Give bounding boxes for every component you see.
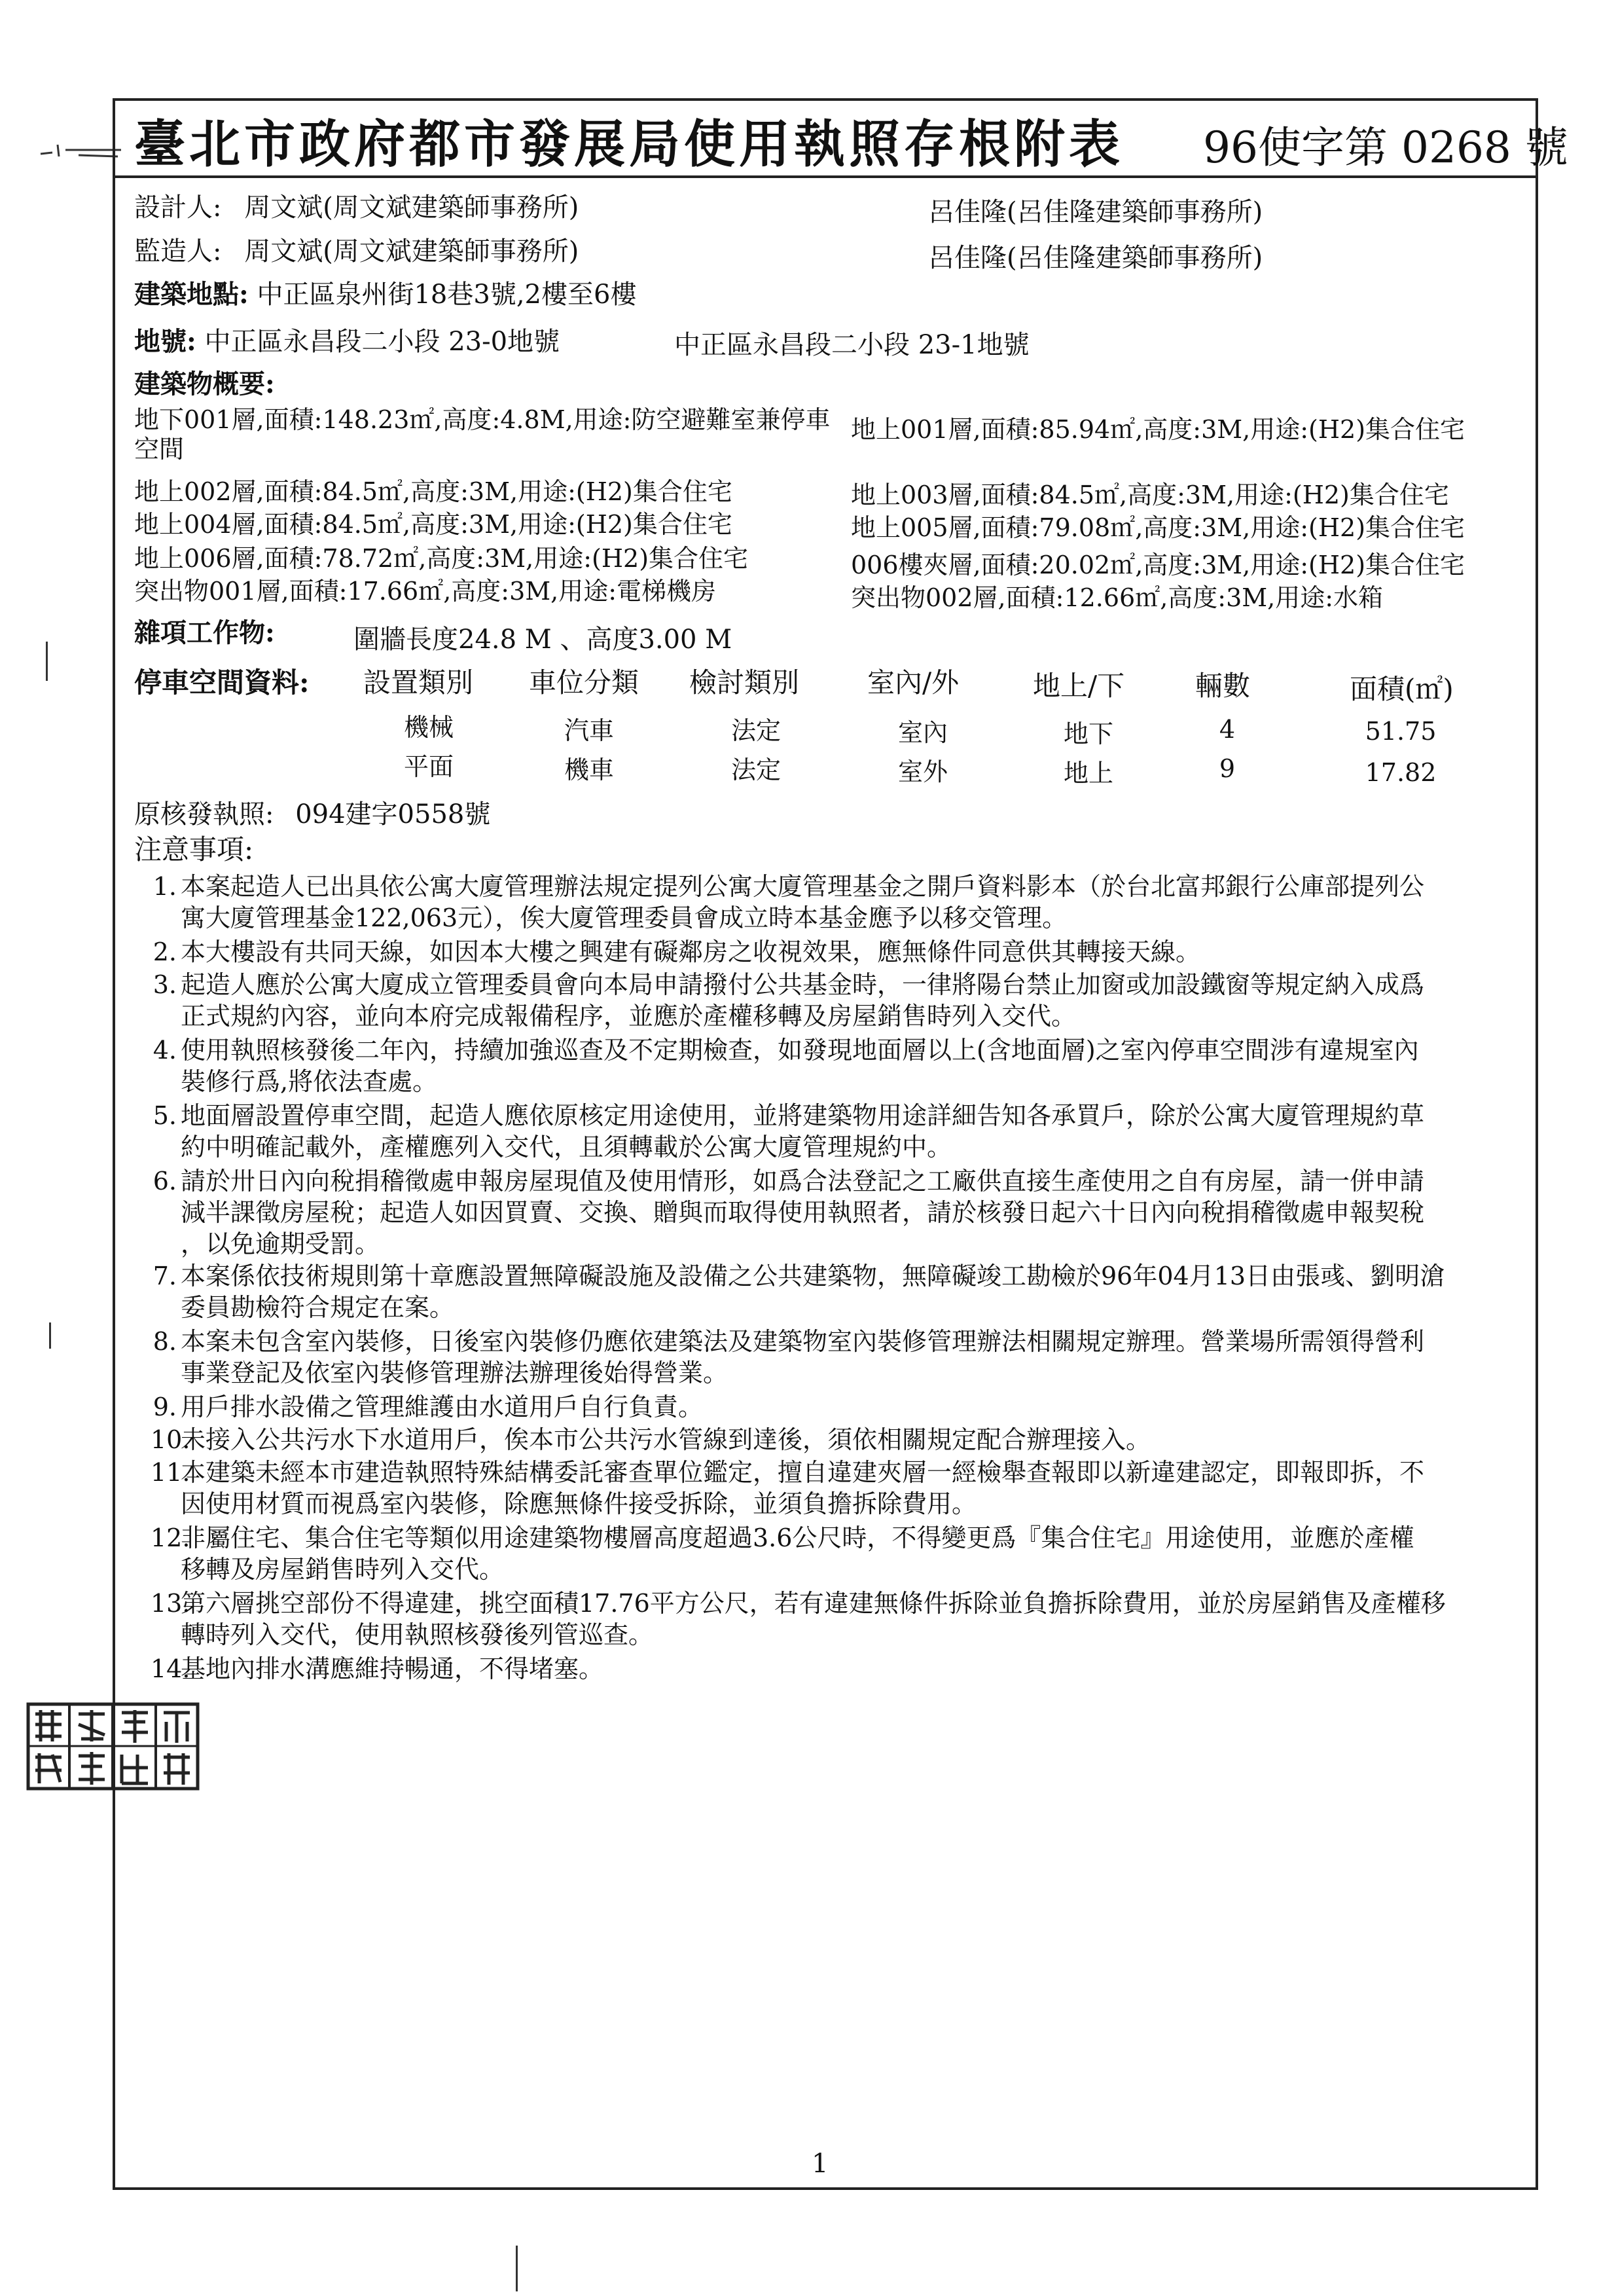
lot-row: [134, 321, 560, 358]
parking-label: 停車空間資料:: [134, 666, 310, 699]
note-item: [151, 936, 1532, 968]
parking-header-indoor: 室內/外: [867, 666, 960, 699]
note-item: [151, 1100, 1532, 1163]
note-line: 使用執照核發後二年內，持續加強巡查及不定期檢查，如發現地面層以上(含地面層)之室內停車空間涉有違規室內: [181, 1036, 1419, 1065]
building-row-5-left: 地上006層,面積:78.72㎡,高度:3M,用途:(H2)集合住宅: [134, 544, 749, 573]
parking-cell: 51.75: [1365, 717, 1437, 746]
designer-left: 周文斌(周文斌建築師事務所): [244, 192, 579, 223]
parking-header-class: 車位分類: [529, 666, 639, 699]
note-item: [151, 1165, 1532, 1260]
misc-works-label: 雜項工作物:: [134, 617, 275, 648]
note-number: 4.: [153, 1036, 177, 1065]
note-number: 7.: [153, 1262, 177, 1290]
parking-header-area: 面積(㎡): [1350, 673, 1454, 705]
parking-cell: 室外: [897, 757, 948, 786]
note-item: [151, 1260, 1532, 1323]
note-text: [181, 1653, 1516, 1685]
note-text: [181, 969, 1516, 1032]
note-line: 本建築未經本市建造執照特殊結構委託審查單位鑑定，擅自違建夾層一經檢舉查報即以新違建認定，即報即拆，不: [181, 1458, 1425, 1487]
note-item: [151, 1457, 1532, 1520]
note-item: [151, 1424, 1532, 1455]
note-text: [181, 1260, 1516, 1323]
site-label: 建築地點:: [134, 279, 249, 310]
note-number: 10.: [151, 1425, 190, 1454]
parking-cell: 17.82: [1365, 758, 1437, 787]
building-row-4-right: 地上005層,面積:79.08㎡,高度:3M,用途:(H2)集合住宅: [851, 513, 1465, 542]
note-line: 正式規約內容，並向本府完成報備程序，並應於產權移轉及房屋銷售時列入交代。: [181, 1002, 1077, 1030]
building-summary-label: 建築物概要:: [134, 369, 275, 399]
note-number: 13.: [151, 1589, 190, 1618]
note-item: [151, 1034, 1532, 1097]
supervisor-right: 呂佳隆(呂佳隆建築師事務所): [928, 243, 1263, 273]
note-line: 本大樓設有共同天線，如因本大樓之興建有礙鄰房之收視效果，應無條件同意供其轉接天線。: [181, 938, 1201, 966]
designer-row: [134, 187, 579, 224]
note-line: 移轉及房屋銷售時列入交代。: [181, 1555, 505, 1584]
original-permit-row: [134, 793, 490, 831]
note-line: 未接入公共污水下水道用戶，俟本市公共污水管線到達後，須依相關規定配合辦理接入。: [181, 1425, 1151, 1454]
supervisor-label: 監造人:: [134, 236, 222, 266]
parking-cell: 4: [1219, 715, 1236, 744]
note-line: 委員勘檢符合規定在案。: [181, 1293, 455, 1322]
note-text: [181, 1424, 1516, 1455]
note-number: 3.: [153, 970, 177, 999]
building-row-3-right: 地上003層,面積:84.5㎡,高度:3M,用途:(H2)集合住宅: [851, 481, 1449, 509]
note-text: [181, 1457, 1516, 1520]
note-line: 事業登記及依室內裝修管理辦法辦理後始得營業。: [181, 1358, 728, 1387]
note-text: [181, 1100, 1516, 1163]
parking-header-review: 檢討類別: [689, 666, 800, 699]
parking-cell: 平面: [403, 752, 454, 781]
note-text: [181, 1391, 1516, 1423]
note-item: [151, 1588, 1532, 1650]
building-row-1-left: 地下001層,面積:148.23㎡,高度:4.8M,用途:防空避難室兼停車: [134, 405, 831, 434]
margin-tick: [49, 1322, 51, 1349]
note-text: [181, 1034, 1516, 1097]
misc-works-row: [134, 612, 275, 649]
notes-label: 注意事項:: [134, 833, 254, 866]
note-text: [181, 1522, 1516, 1585]
note-line: 用戶排水設備之管理維護由水道用戶自行負責。: [181, 1393, 704, 1421]
building-row-5-right: 006樓夾層,面積:20.02㎡,高度:3M,用途:(H2)集合住宅: [851, 551, 1465, 579]
note-text: [181, 1588, 1516, 1650]
note-line: 減半課徵房屋稅；起造人如因買賣、交換、贈與而取得使用執照者，請於核發日起六十日內向稅捐稽徵處申報契稅: [181, 1198, 1425, 1227]
parking-cell: 法定: [730, 756, 781, 784]
parking-header-count: 輛數: [1195, 670, 1251, 702]
note-line: 寓大廈管理基金122,063元），俟大廈管理委員會成立時本基金應予以移交管理。: [181, 903, 1068, 932]
note-number: 5.: [153, 1101, 177, 1130]
designer-right: 呂佳隆(呂佳隆建築師事務所): [928, 197, 1263, 227]
note-line: 第六層挑空部份不得違建，挑空面積17.76平方公尺，若有違建無條件拆除並負擔拆除費用，並於房屋銷售及產權移: [181, 1589, 1446, 1618]
note-item: [151, 1522, 1532, 1585]
note-line: 轉時列入交代，使用執照核發後列管巡查。: [181, 1620, 654, 1649]
lot-left: 中正區永昌段二小段 23-0地號: [204, 327, 560, 357]
note-text: [181, 871, 1516, 934]
parking-cell: 地上: [1063, 759, 1113, 788]
original-permit-label: 原核發執照:: [134, 799, 274, 829]
original-permit-value: 094建字0558號: [295, 799, 491, 829]
parking-cell: 9: [1219, 754, 1236, 783]
note-number: 11.: [151, 1458, 190, 1487]
note-number: 9.: [153, 1393, 177, 1421]
site-value: 中正區泉州街18巷3號,2樓至6樓: [257, 280, 637, 310]
supervisor-row: [134, 230, 579, 268]
document-title: 臺北市政府都市發展局使用執照存根附表: [134, 115, 1124, 174]
supervisor-left: 周文斌(周文斌建築師事務所): [244, 236, 579, 266]
official-seal-icon: [26, 1702, 200, 1791]
parking-cell: 法定: [730, 716, 781, 745]
site-row: [134, 274, 636, 311]
note-line: 約中明確記載外，產權應列入交代，且須轉載於公寓大廈管理規約中。: [181, 1133, 952, 1161]
parking-header-type: 設置類別: [363, 666, 474, 699]
note-line: 地面層設置停車空間，起造人應依原核定用途使用，並將建築物用途詳細告知各承買戶，除於公寓大廈管理規約草: [181, 1101, 1425, 1130]
note-line: ，以免逾期受罰。: [181, 1230, 380, 1258]
note-line: 本案係依技術規則第十章應設置無障礙設施及設備之公共建築物，無障礙竣工勘檢於96年04月13日由張彧、劉明滄: [181, 1262, 1445, 1290]
note-text: [181, 1165, 1516, 1260]
building-row-3-left: 地上002層,面積:84.5㎡,高度:3M,用途:(H2)集合住宅: [134, 477, 732, 506]
note-number: 1.: [153, 872, 177, 901]
designer-label: 設計人:: [134, 192, 222, 223]
note-item: [151, 969, 1532, 1032]
page-number: 1: [812, 2149, 829, 2179]
note-line: 本案未包含室內裝修，日後室內裝修仍應依建築法及建築物室內裝修管理辦法相關規定辦理。營業場所需領得營利: [181, 1327, 1425, 1356]
note-item: [151, 871, 1532, 934]
margin-tick: [46, 642, 48, 681]
permit-number: 96使字第 0268 號: [1203, 122, 1568, 173]
building-row-1-right: 地上001層,面積:85.94㎡,高度:3M,用途:(H2)集合住宅: [851, 415, 1465, 444]
note-line: 裝修行爲,將依法查處。: [181, 1067, 438, 1096]
note-item: [151, 1391, 1532, 1423]
note-text: [181, 1326, 1516, 1389]
margin-tick: [516, 2246, 518, 2291]
parking-cell: 機械: [403, 713, 454, 742]
note-item: [151, 1326, 1532, 1389]
note-line: 請於卅日內向稅捐稽徵處申報房屋現值及使用情形，如爲合法登記之工廠供直接生產使用之自有房屋，請一併申請: [181, 1167, 1425, 1195]
note-number: 6.: [153, 1167, 177, 1195]
note-line: 非屬住宅、集合住宅等類似用途建築物樓層高度超過3.6公尺時，不得變更爲『集合住宅』用途使用，並應於產權: [181, 1523, 1414, 1552]
building-row-4-left: 地上004層,面積:84.5㎡,高度:3M,用途:(H2)集合住宅: [134, 510, 732, 539]
note-item: [151, 1653, 1532, 1685]
misc-works-value: 圍牆長度24.8 M 、高度3.00 M: [353, 625, 732, 655]
parking-cell: 汽車: [564, 716, 614, 745]
note-line: 因使用材質而視爲室內裝修，除應無條件接受拆除，並須負擔拆除費用。: [181, 1489, 977, 1518]
building-row-2-left: 空間: [134, 435, 185, 464]
scan-artifact-icon: [39, 141, 124, 159]
note-line: 基地內排水溝應維持暢通，不得堵塞。: [181, 1654, 604, 1683]
note-number: 8.: [153, 1327, 177, 1356]
parking-cell: 地下: [1063, 720, 1113, 748]
lot-right: 中正區永昌段二小段 23-1地號: [674, 330, 1030, 360]
note-number: 14.: [151, 1654, 190, 1683]
lot-label: 地號:: [134, 326, 196, 357]
building-row-6-right: 突出物002層,面積:12.66㎡,高度:3M,用途:水箱: [851, 583, 1384, 612]
note-text: [181, 936, 1516, 968]
note-line: 本案起造人已出具依公寓大廈管理辦法規定提列公寓大廈管理基金之開戶資料影本（於台北富邦銀行公庫部提列公: [181, 872, 1425, 901]
note-line: 起造人應於公寓大廈成立管理委員會向本局申請撥付公共基金時，一律將陽台禁止加窗或加設鐵窗等規定納入成爲: [181, 970, 1425, 999]
parking-cell: 室內: [897, 718, 948, 747]
note-number: 2.: [153, 938, 177, 966]
parking-header-level: 地上/下: [1033, 670, 1125, 702]
parking-cell: 機車: [564, 756, 614, 784]
building-row-6-left: 突出物001層,面積:17.66㎡,高度:3M,用途:電梯機房: [134, 577, 717, 606]
note-number: 12.: [151, 1523, 190, 1552]
